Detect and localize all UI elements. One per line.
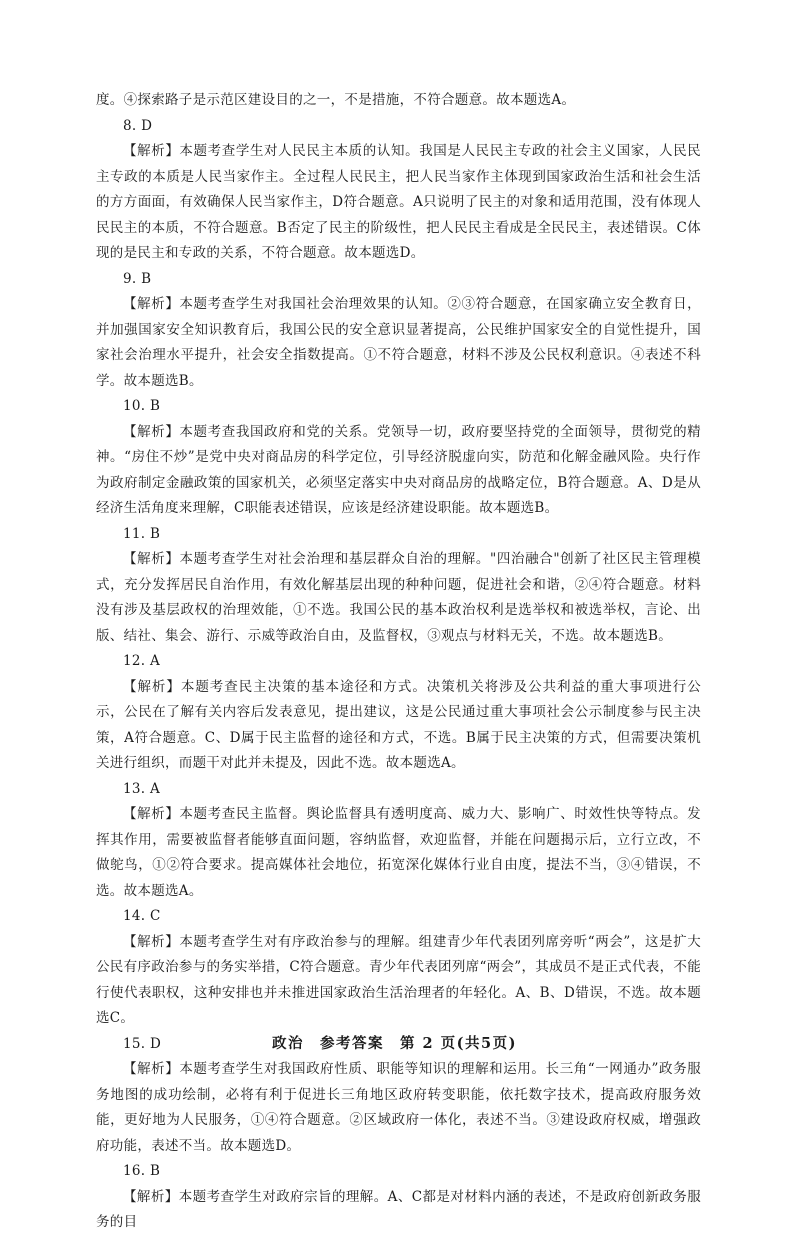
question-number-14: 14. C [123,908,161,924]
question-number-11: 11. B [123,525,161,542]
question-number-15: 15. D [123,1035,162,1052]
explanation-13: 【解析】本题考查民主监督。舆论监督具有透明度高、威力大、影响广、时效性快等特点。发挥其作用，需要被监督者能够直面问题，容纳监督，欢迎监督，并能在问题揭示后，立行立改，不做鸵鸟，①②符合要求。提高媒体社会地位，拓宽深化媒体行业自由度，提法不当，③④错误，不选。故本题选A。 [96,806,701,899]
question-number-16: 16. B [123,1163,161,1179]
explanation-9: 【解析】本题考查学生对我国社会治理效果的认知。②③符合题意，在国家确立安全教育日，并加强国家安全知识教育后，我国公民的安全意识显著提高，公民维护国家安全的自觉性提升，国家社会治理水平提升，社会安全指数提高。①不符合题意，材料不涉及公民权利意识。④表述不科学。故本题选B。 [96,296,701,389]
explanation-8: 【解析】本题考查学生对人民民主本质的认知。我国是人民民主专政的社会主义国家，人民民主专政的本质是人民当家作主。全过程人民民主，把人民当家作主体现到国家政治生活和社会生活的方方面面，有效确保人民当家作主，D符合题意。A只说明了民主的对象和适用范围，没有体现人民民主的本质，不符合题意。B否定了民主的阶级性，把人民民主看成是全民民主，表述错误。C体现的是民主和专政的关系，不符合题意。故本题选D。 [96,143,701,261]
explanation-15: 【解析】本题考查学生对我国政府性质、职能等知识的理解和运用。长三角“一网通办”政务服务地图的成功绘制，必将有利于促进长三角地区政府转变职能，依托数字技术，提高政府服务效能，更好地为人民服务，①④符合题意。②区域政府一体化，表述不当。③建设政府权威，增强政府功能，表述不当。故本题选D。 [96,1061,701,1154]
explanation-16: 【解析】本题考查学生对政府宗旨的理解。A、C都是对材料内涵的表述，不是政府创新政务服务的目 [96,1188,701,1230]
question-number-12: 12. A [123,653,161,669]
question-number-8: 8. D [123,117,153,134]
explanation-12: 【解析】本题考查民主决策的基本途径和方式。决策机关将涉及公共利益的重大事项进行公示，公民在了解有关内容后发表意见，提出建议，这是公民通过重大事项社会公示制度参与民主决策，A符合题意。C、D属于民主监督的途径和方式，不选。B属于民主决策的方式，但需要决策机关进行组织，而题干对此并未提及，因此不选。故本题选A。 [96,678,701,771]
question-number-10: 10. B [123,398,161,414]
answer-content [96,88,701,1236]
page-footer: 政治 参考答案 第 2 页(共5页) [272,1035,517,1052]
explanation-10: 【解析】本题考查我国政府和党的关系。党领导一切，政府要坚持党的全面领导，贯彻党的精神。“房住不炒”是党中央对商品房的科学定位，引导经济脱虚向实，防范和化解金融风险。央行作为政府制定金融政策的国家机关，必须坚定落实中央对商品房的战略定位，B符合题意。A、D是从经济生活角度来理解，C职能表述错误，应该是经济建设职能。故本题选B。 [96,423,701,516]
explanation-11: 【解析】本题考查学生对社会治理和基层群众自治的理解。"四治融合"创新了社区民主管理模式，充分发挥居民自治作用，有效化解基层出现的种种问题，促进社会和谐，②④符合题意。材料没有涉及基层政权的治理效能，①不选。我国公民的基本政治权利是选举权和被选举权，言论、出版、结社、集会、游行、示威等政治自由，及监督权，③观点与材料无关，不选。故本题选B。 [96,551,701,644]
intro-paragraph: 度。④探索路子是示范区建设目的之一，不是措施，不符合题意。故本题选A。 [96,92,576,108]
question-number-13: 13. A [123,780,161,797]
question-number-9: 9. B [123,270,152,287]
explanation-14: 【解析】本题考查学生对有序政治参与的理解。组建青少年代表团列席旁听“两会”，这是扩大公民有序政治参与的务实举措，C符合题意。青少年代表团列席“两会”，其成员不是正式代表，不能行使代表职权，这种安排也并未推进国家政治生活治理者的年轻化。A、B、D错误，不选。故本题选C。 [96,933,701,1026]
